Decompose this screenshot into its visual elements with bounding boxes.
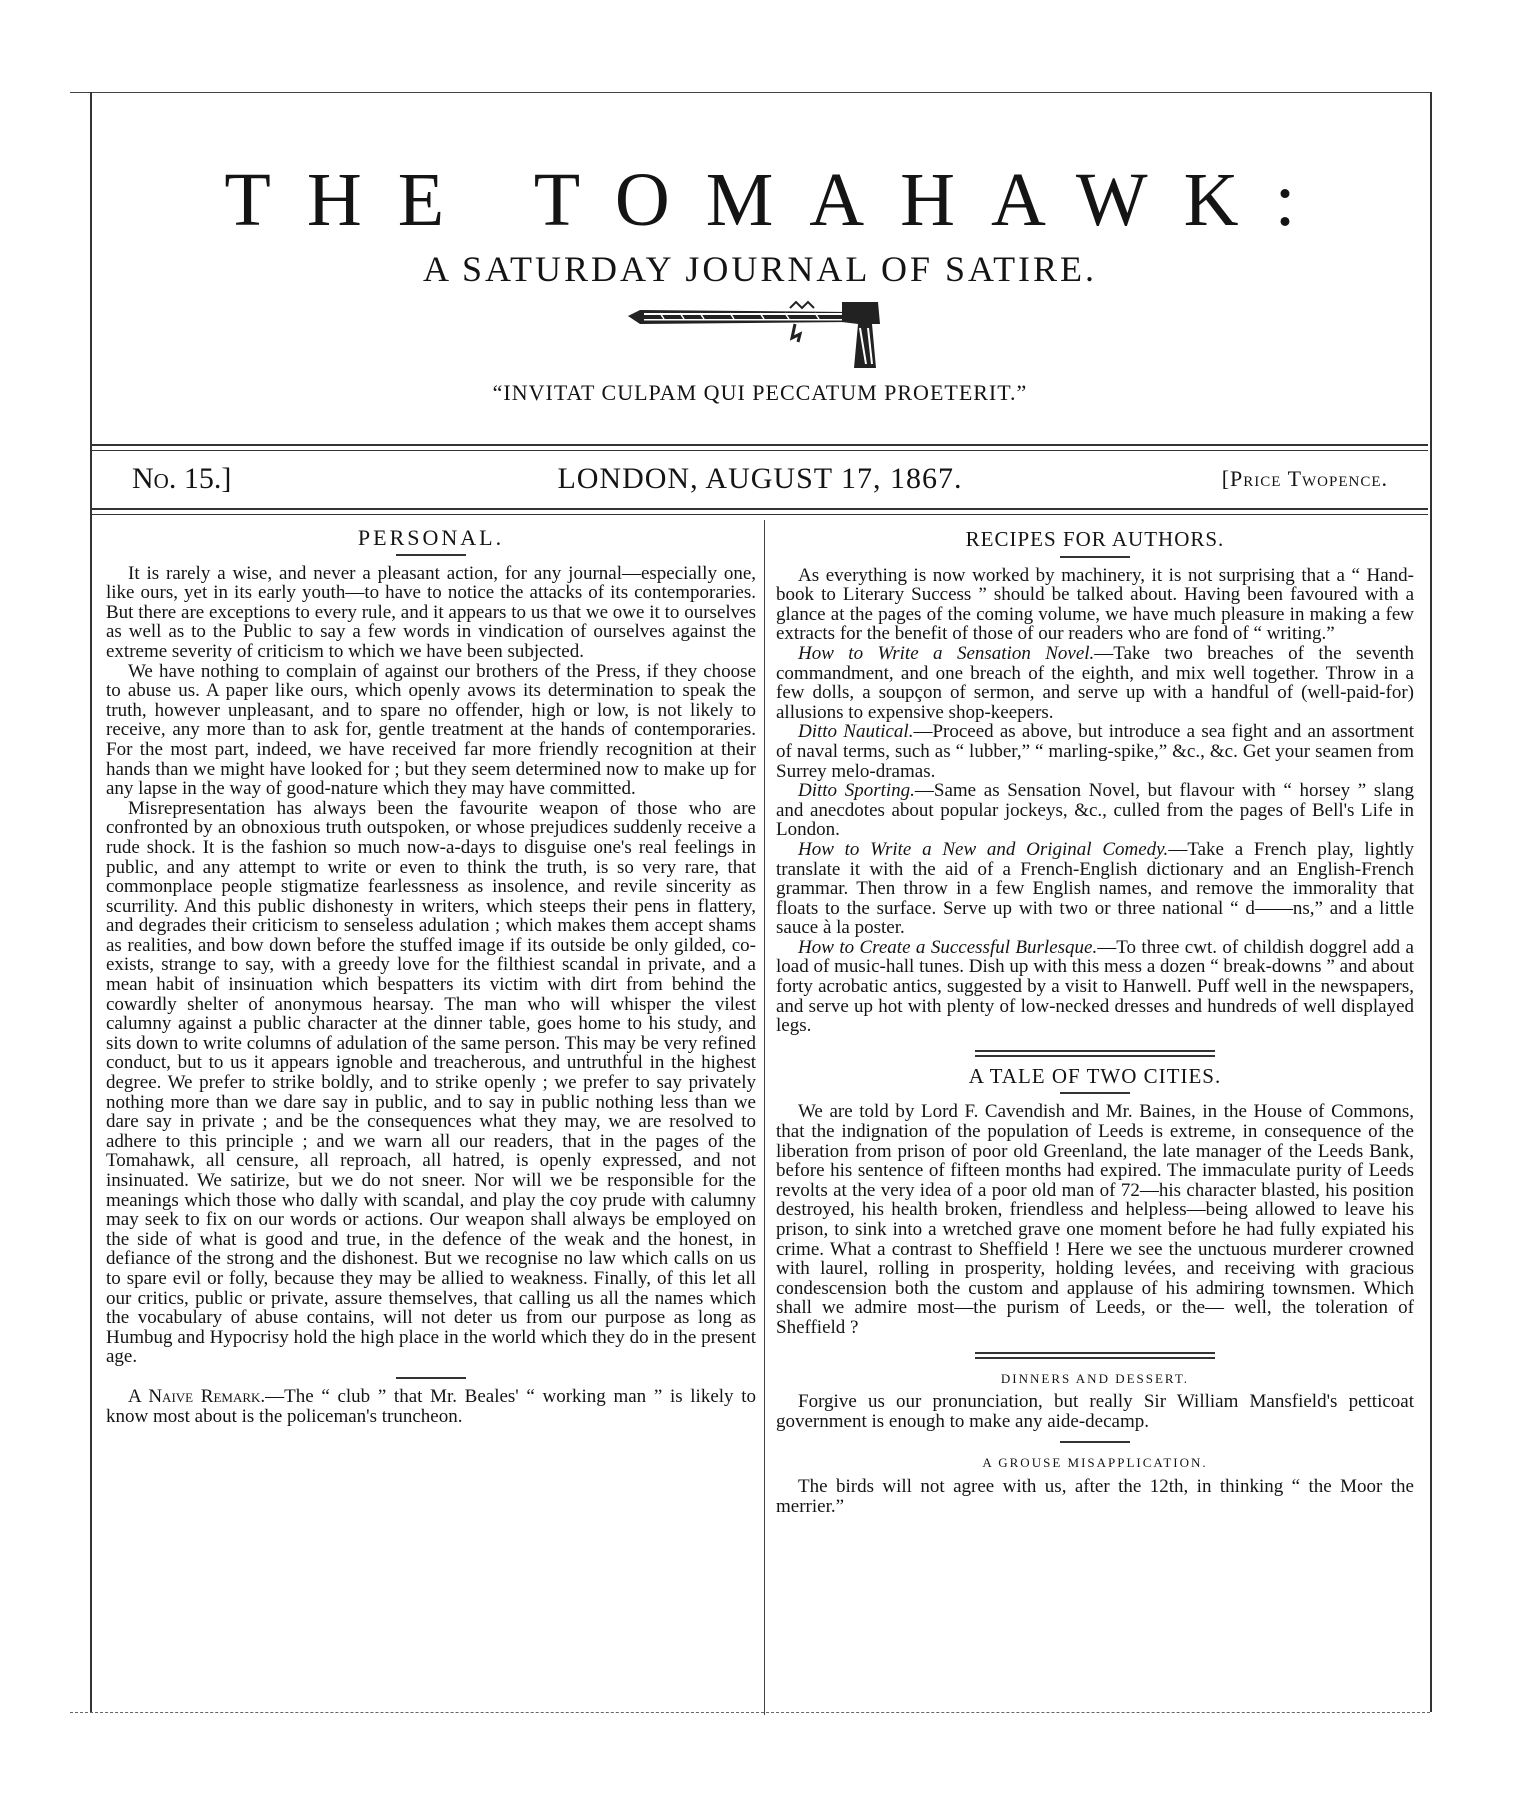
heading-rule xyxy=(1060,1092,1130,1094)
issue-number: No. 15.] xyxy=(132,462,232,495)
dinners-heading: DINNERS AND DESSERT. xyxy=(1000,1370,1190,1386)
personal-paragraph: It is rarely a wise, and never a pleasant action, for any journal—especially one, like ours, yet in its early youth—to have to notice the attacks of its contemporaries. But there are exceptions to every rule, and it appears to us that we owe it to ourselves as well as to the Public to say a few words in vindication of ourselves against the extreme severity of criticism to which we have been subjected. xyxy=(106,562,756,662)
recipe-item xyxy=(776,644,1414,722)
recipe-text: —Take two breaches of the seventh commandment, and one breach of the eighth, and mix well together. Throw in a few dolls, a soupçon of sermon, and serve up with a handful of (well-paid-for) allusions to expensive shop-keepers. xyxy=(776,642,1414,723)
masthead-title: THE TOMAHAWK: xyxy=(224,158,1332,242)
motto: “INVITAT CULPAM QUI PECCATUM PROETERIT.” xyxy=(492,380,1028,405)
dinners-text: Forgive us our pronunciation, but really Sir William Mansfield's petticoat government is enough to make any aide-decamp. xyxy=(776,1391,1414,1432)
personal-paragraph: We have nothing to complain of against our brothers of the Press, if they choose to abuse us. A paper like ours, which openly avows its determination to speak the truth, however unpleasant, and to spare no offender, high or low, is not likely to receive, any more than to ask for, gentle treatment at the hands of contemporaries. For the most part, indeed, we have received far more friendly recognition at their hands than we might have looked for ; but they seem determined now to make up for any lapse in the way of good-nature which they may have committed. xyxy=(106,660,756,800)
tale-text: We are told by Lord F. Cavendish and Mr. Baines, in the House of Commons, that the indignation of the population of Leeds is extreme, in consequence of the liberation from prison of poor old Greenland, the late manager of the Leeds Bank, before his sentence of fifteen months had expired. The immaculate purity of Leeds revolts at the very idea of a poor old man of 72—his character blasted, his position destroyed, his health broken, friendless and helpless—being allowed to leave his prison, to sink into a wretched grave one moment before he had fully expiated his crime. What a contrast to Sheffield ! Here we see the unctuous murderer crowned with laurel, rolling in prosperity, holding levées, and receiving with gracious condescension both the custom and applause of his admiring townsmen. Which shall we admire most—the purism of Leeds, or the— well, the toleration of Sheffield ? xyxy=(776,1101,1414,1338)
tale-heading: A TALE OF TWO CITIES. xyxy=(968,1063,1222,1088)
recipe-item xyxy=(776,781,1414,840)
recipe-title: How to Write a Sensation Novel. xyxy=(798,642,1095,664)
naive-remark-text: —The “ club ” that Mr. Beales' “ working man ” is likely to know most about is the policeman's truncheon. xyxy=(106,1385,756,1427)
masthead xyxy=(92,160,1428,406)
recipe-text: —To three cwt. of childish doggrel add a load of music-hall tunes. Dish up with this mess a dozen “ break-downs ” and about forty acrobatic antics, suggested by a visit to Hanwell. Puff well in the newspapers, and serve up hot with plenty of low-necked dresses and hundreds of well displayed legs. xyxy=(776,936,1414,1037)
recipes-heading: RECIPES FOR AUTHORS. xyxy=(965,527,1225,551)
section-rule xyxy=(975,1050,1215,1057)
issue-line xyxy=(92,460,1428,500)
recipe-item xyxy=(776,938,1414,1036)
grouse-heading: A GROUSE MISAPPLICATION. xyxy=(982,1455,1208,1471)
issue-date: LONDON, AUGUST 17, 1867. xyxy=(557,462,963,495)
recipe-title: Ditto Nautical. xyxy=(798,721,914,743)
heading-rule xyxy=(1060,556,1130,558)
section-rule xyxy=(1060,1441,1130,1443)
column-divider xyxy=(764,520,765,1715)
bottom-border-rule xyxy=(70,1712,1430,1713)
naive-remark-lead: A Naive Remark. xyxy=(128,1385,266,1407)
recipe-text: —Same as Sensation Novel, but flavour with “ horsey ” slang and anecdotes about popular jockeys, &c., culled from the pages of Bell's Life in London. xyxy=(776,780,1414,841)
naive-remark xyxy=(106,1387,756,1426)
issue-double-rule xyxy=(92,508,1428,515)
masthead-subtitle: A SATURDAY JOURNAL OF SATIRE. xyxy=(422,249,1098,289)
recipe-title: How to Write a New and Original Comedy. xyxy=(798,838,1169,860)
recipe-item xyxy=(776,840,1414,938)
personal-heading: PERSONAL. xyxy=(357,525,505,550)
recipe-title: Ditto Sporting. xyxy=(798,780,915,802)
left-column xyxy=(106,524,756,1426)
masthead-double-rule xyxy=(92,444,1428,451)
recipe-title: How to Create a Successful Burlesque. xyxy=(798,936,1098,958)
issue-price: [Price Twopence. xyxy=(1221,466,1388,491)
section-rule xyxy=(975,1352,1215,1359)
recipe-item xyxy=(776,722,1414,781)
recipe-text: —Proceed as above, but introduce a sea fight and an assortment of naval terms, such as “ lubber,” “ marling-spike,” &c., &c. Get your seamen from Surrey melo-dramas. xyxy=(776,721,1414,782)
recipes-intro: As everything is now worked by machinery, it is not surprising that a “ Hand-book to Literary Success ” should be talked about. Having been favoured with a glance at the pages of the coming volume, we have much pleasure in making a few extracts for the benefit of those of our readers who are fond of “ writing.” xyxy=(776,564,1414,645)
recipe-text: —Take a French play, lightly translate it with the aid of a French-English dictionary and an English-French grammar. Then throw in a few English names, and remove the immorality that floats to the surface. Serve up with two or three national “ d——ns,” and a little sauce à la poster. xyxy=(776,838,1415,939)
section-rule xyxy=(396,1377,466,1379)
heading-rule xyxy=(396,554,466,556)
tomahawk-icon xyxy=(610,298,910,374)
right-column xyxy=(776,524,1414,1516)
grouse-text: The birds will not agree with us, after the 12th, in thinking “ the Moor the merrier.” xyxy=(776,1475,1414,1517)
personal-paragraph: Misrepresentation has always been the favourite weapon of those who are confronted by an obnoxious truth outspoken, or whose prejudices suddenly receive a rude shock. It is the fashion so much now-a-days to disguise one's real feelings in public, and any attempt to write or even to think the truth, is so very rare, that commonplace people stigmatize fearlessness as insolence, and revile sincerity as scurrility. And this public dishonesty in writers, which steeps their pens in flattery, and degrades their criticism to senseless adulation ; which makes them accept shams as realities, and bow down before the stuffed image if its outside be only gilded, co-exists, strange to say, with a greedy love for the filthiest scandal in private, and a mean habit of insinuation which bespatters its victim with dirt from behind the cowardly shelter of anonymous hearsay. The man who will whisper the vilest calumny against a public character at the dinner table, goes home to his study, and sits down to write columns of adulation of the same person. This may be very refined conduct, but to us it appears ignoble and treacherous, and untruthful in the highest degree. We prefer to strike boldly, and to strike openly ; we prefer to say privately nothing more than we dare say in public, and to say in public nothing less than we dare say in private ; and be the consequences what they may, we are resolved to adhere to this principle ; and we warn all our readers, that in the pages of the Tomahawk, all censure, all reproach, all hatred, is openly expressed, and not insinuated. We satirize, but we do not sneer. Nor will we be responsible for the meanings which those who dally with scandal, and play the coy prude with calumny may seek to fix on our words or actions. Our weapon shall always be employed on the side of what is good and true, in the defence of the weak and the honest, in defiance of the strong and the dishonest. But we recognise no law which calls on us to spare evil or folly, because they may be allied to weakness. Finally, of this let all our critics, public or private, assure themselves, that calling us all the names which the vocabulary of abuse contains, will not deter us from our purpose as long as Humbug and Hypocrisy hold the high place in the world which they do in the present age. xyxy=(106,797,756,1368)
